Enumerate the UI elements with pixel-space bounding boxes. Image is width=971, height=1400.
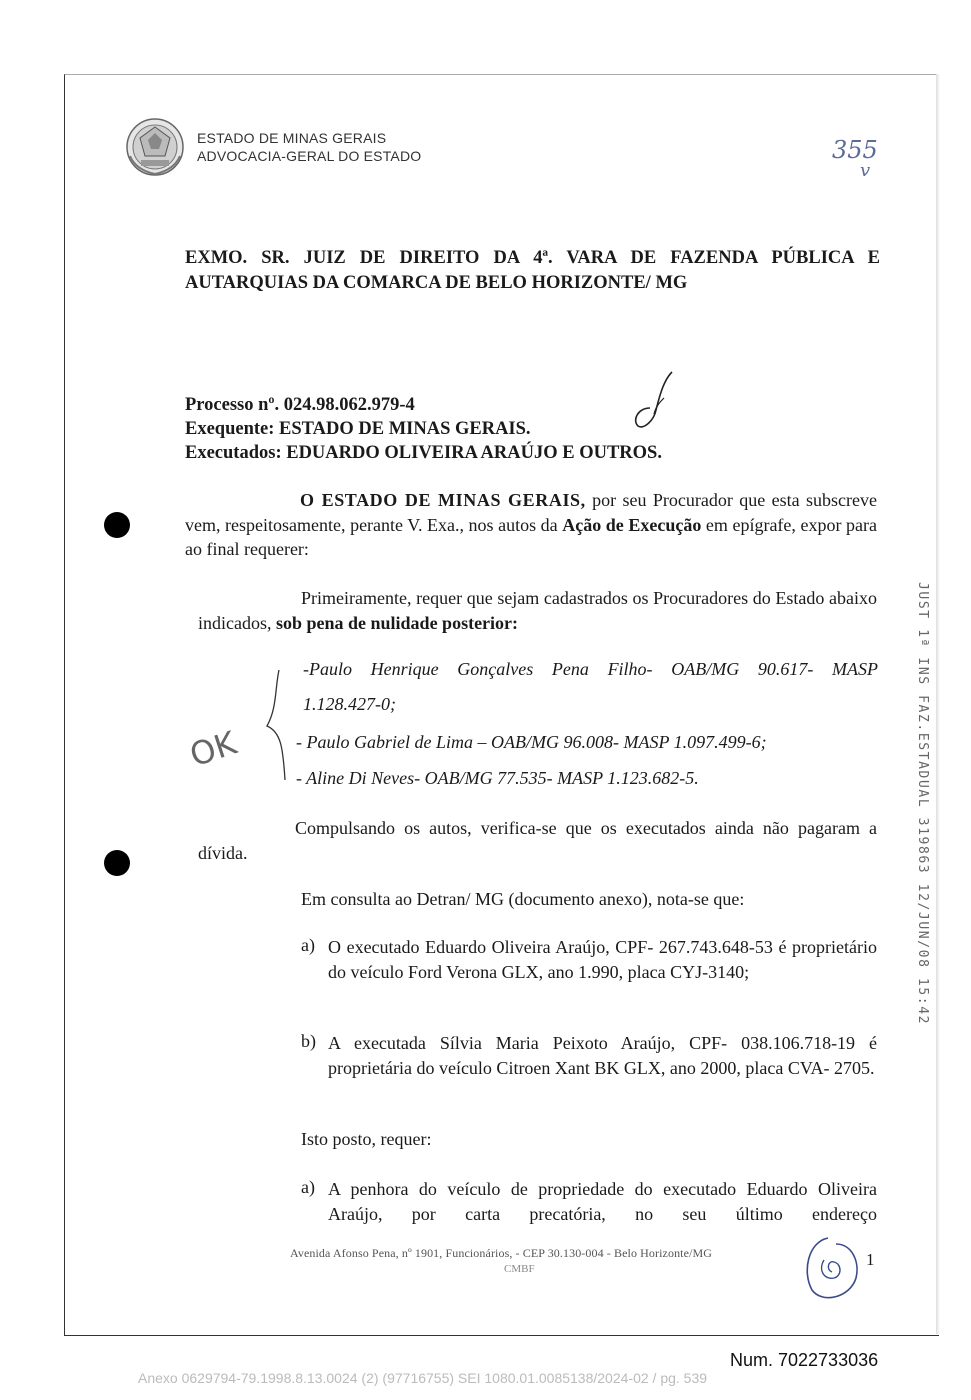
vehicle-item-b-marker: b)	[301, 1031, 316, 1051]
org-department: ADVOCACIA-GERAL DO ESTADO	[197, 148, 422, 164]
intro-text-a: por seu Procurador que esta subscreve vem, respeitosamente, perante V. Exa., nos autos da	[185, 490, 877, 535]
procurador-3: - Aline Di Neves- OAB/MG 77.535- MASP 1.123.682-5.	[296, 768, 699, 788]
procuradores-text: Primeiramente, requer que sejam cadastrados os Procuradores do Estado abaixo indicados,	[198, 588, 877, 633]
intro-text-b: em epígrafe, expor para ao final requerer:	[185, 514, 877, 559]
footer-address: Avenida Afonso Pena, nº 1901, Funcionários, - CEP 30.130-004 - Belo Horizonte/MG	[290, 1246, 713, 1260]
sei-reference: Anexo 0629794-79.1998.8.13.0024 (2) (97716755) SEI 1080.01.0085138/2024-02 / pg. 539	[138, 1370, 708, 1386]
addressee-block	[185, 246, 880, 296]
paragraph-intro	[185, 488, 877, 562]
protocol-stamp: JUST 1ª INS FAZ.ESTADUAL 319863 12/JUN/08 15:42	[915, 582, 930, 1026]
handwritten-sheet-number: 355	[832, 136, 878, 164]
page-edge	[936, 74, 940, 1334]
procurador-1-line2: 1.128.427-0;	[303, 694, 396, 714]
paragraph-detran: Em consulta ao Detran/ MG (documento anexo), nota-se que:	[301, 889, 745, 909]
hole-punch-mark	[104, 512, 130, 538]
intro-action-type: Ação de Execução	[562, 514, 702, 535]
org-name: ESTADO DE MINAS GERAIS	[197, 130, 387, 146]
handwritten-rubric-icon	[620, 368, 680, 430]
procuradores-nullity-warning: sob pena de nulidade posterior:	[276, 612, 519, 633]
case-exequente: Exequente: ESTADO DE MINAS GERAIS.	[185, 419, 531, 439]
paragraph-procuradores	[198, 586, 877, 635]
vehicle-item-a-marker: a)	[301, 935, 315, 955]
request-item-a-marker: a)	[301, 1177, 315, 1197]
handwritten-sheet-mark: v	[860, 160, 871, 181]
handwritten-ok: OK	[185, 723, 241, 775]
case-executados: Executados: EDUARDO OLIVEIRA ARAÚJO E OUTROS.	[185, 443, 662, 463]
document-number: Num. 7022733036	[730, 1350, 879, 1370]
hole-punch-mark-2	[104, 850, 130, 876]
paragraph-request-intro: Isto posto, requer:	[301, 1129, 432, 1149]
handwritten-bracket-icon	[255, 668, 295, 788]
paragraph-unpaid-debt: Compulsando os autos, verifica-se que os executados ainda não pagaram a dívida.	[198, 818, 877, 863]
handwritten-initials-icon	[800, 1232, 862, 1304]
case-number: Processo nº. 024.98.062.979-4	[185, 395, 415, 415]
request-item-a: A penhora do veículo de propriedade do executado Eduardo Oliveira Araújo, por carta precatória, no seu último endereço	[328, 1179, 877, 1224]
addressee-line2: AUTARQUIAS DA COMARCA DE BELO HORIZONTE/ MG	[185, 273, 688, 293]
vehicle-item-b: A executada Sílvia Maria Peixoto Araújo, CPF- 038.106.718-19 é proprietária do veículo Citroen Xant BK GLX, ano 2000, placa CVA- 2705.	[328, 1033, 877, 1078]
coat-of-arms-icon	[122, 116, 188, 178]
procurador-1-line1: -Paulo Henrique Gonçalves Pena Filho- OAB/MG 90.617- MASP	[303, 659, 878, 679]
footer-initials: CMBF	[504, 1263, 535, 1275]
procurador-2: - Paulo Gabriel de Lima – OAB/MG 96.008- MASP 1.097.499-6;	[296, 732, 767, 752]
addressee-line1: EXMO. SR. JUIZ DE DIREITO DA 4ª. VARA DE FAZENDA PÚBLICA E	[185, 248, 880, 268]
page-number: 1	[866, 1250, 875, 1269]
vehicle-item-a: O executado Eduardo Oliveira Araújo, CPF- 267.743.648-53 é proprietário do veículo Ford Verona GLX, ano 1.990, placa CYJ-3140;	[328, 937, 877, 982]
intro-party: O ESTADO DE MINAS GERAIS,	[300, 490, 586, 510]
